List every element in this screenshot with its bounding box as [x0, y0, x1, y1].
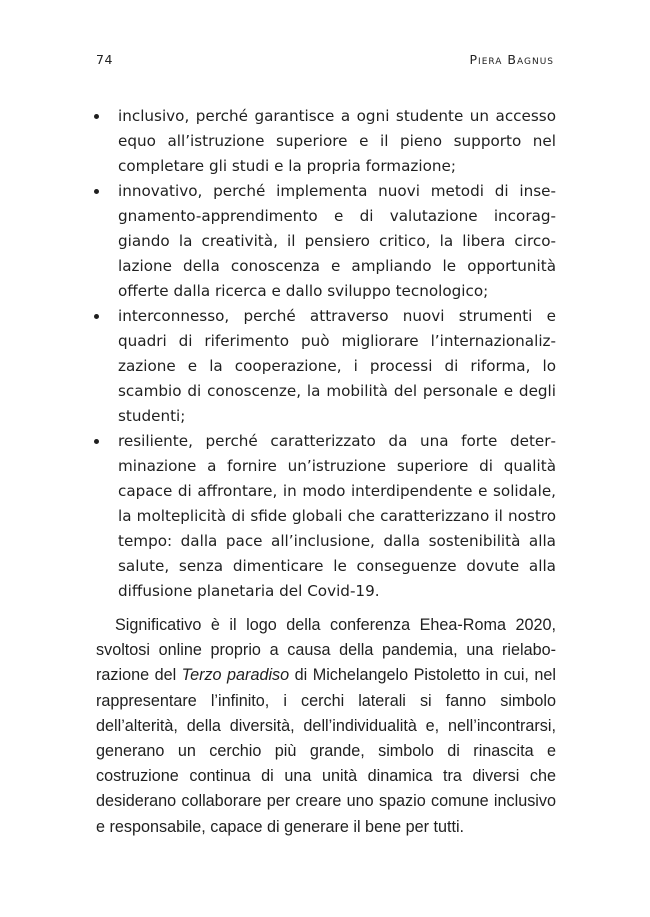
artwork-title: Terzo paradiso	[181, 666, 290, 685]
bullet-text: inclusivo, perché garantisce a ogni studente un accesso equo all’istruzione superiore e il pieno supporto nel completare gli studi e la propria formazione;	[118, 107, 556, 175]
bullet-text: interconnesso, perché attraverso nuovi strumenti e quadri di riferimento può migliorare l’internazionalizzazione e la cooperazione, i processi di riforma, lo scambio di conoscenze, la mobilità del personale e degli studenti;	[118, 307, 556, 425]
bullet-dot-icon	[94, 439, 99, 444]
bullet-text: innovativo, perché implementa nuovi metodi di insegnamento-apprendimento e di valutazione incoraggiando la creatività, il pensiero critico, la libera circolazione della conoscenza e ampliando le opportunità offerte dalla ricerca e dallo sviluppo tecnologico;	[118, 182, 556, 300]
running-head	[96, 52, 554, 72]
paragraph-text-before-title: Significativo è il logo della conferenza Ehea-Roma 2020, svoltosi online proprio a causa della pandemia, una rielaborazione del	[96, 616, 556, 685]
bullet-dot-icon	[94, 114, 99, 119]
bullet-item-interconnesso	[90, 304, 556, 429]
bullet-item-inclusivo	[90, 104, 556, 179]
bullet-text: resiliente, perché caratterizzato da una forte determinazione a fornire un’istruzione superiore di qualità capace di affrontare, in modo interdipendente e solidale, la molteplicità di sfide globali che caratterizzano il nostro tempo: dalla pace all’inclusione, dalla sostenibilità alla salute, senza dimenticare le conseguenze dovute alla diffusione planetaria del Covid-19.	[118, 432, 556, 600]
page-number: 74	[96, 52, 113, 67]
bullet-dot-icon	[94, 189, 99, 194]
running-head-author: Piera Bagnus	[469, 52, 554, 67]
bullet-item-resiliente	[90, 429, 556, 604]
bullet-item-innovativo	[90, 179, 556, 304]
bullet-list	[90, 104, 556, 604]
paragraph-text-after-title: di Michelangelo Pistoletto in cui, nel rappresentare l’infinito, i cerchi laterali si fanno simbolo dell’alterità, della diversità, dell’individualità e, nell’incontrarsi, generano un cerchio più grande, simbolo di rinascita e costruzione continua di una unità dinamica tra diversi che desiderano collaborare per creare uno spazio comune inclusivo e responsabile, capace di generare il bene per tutti.	[96, 666, 556, 836]
bullet-dot-icon	[94, 314, 99, 319]
body-paragraph	[96, 613, 556, 840]
